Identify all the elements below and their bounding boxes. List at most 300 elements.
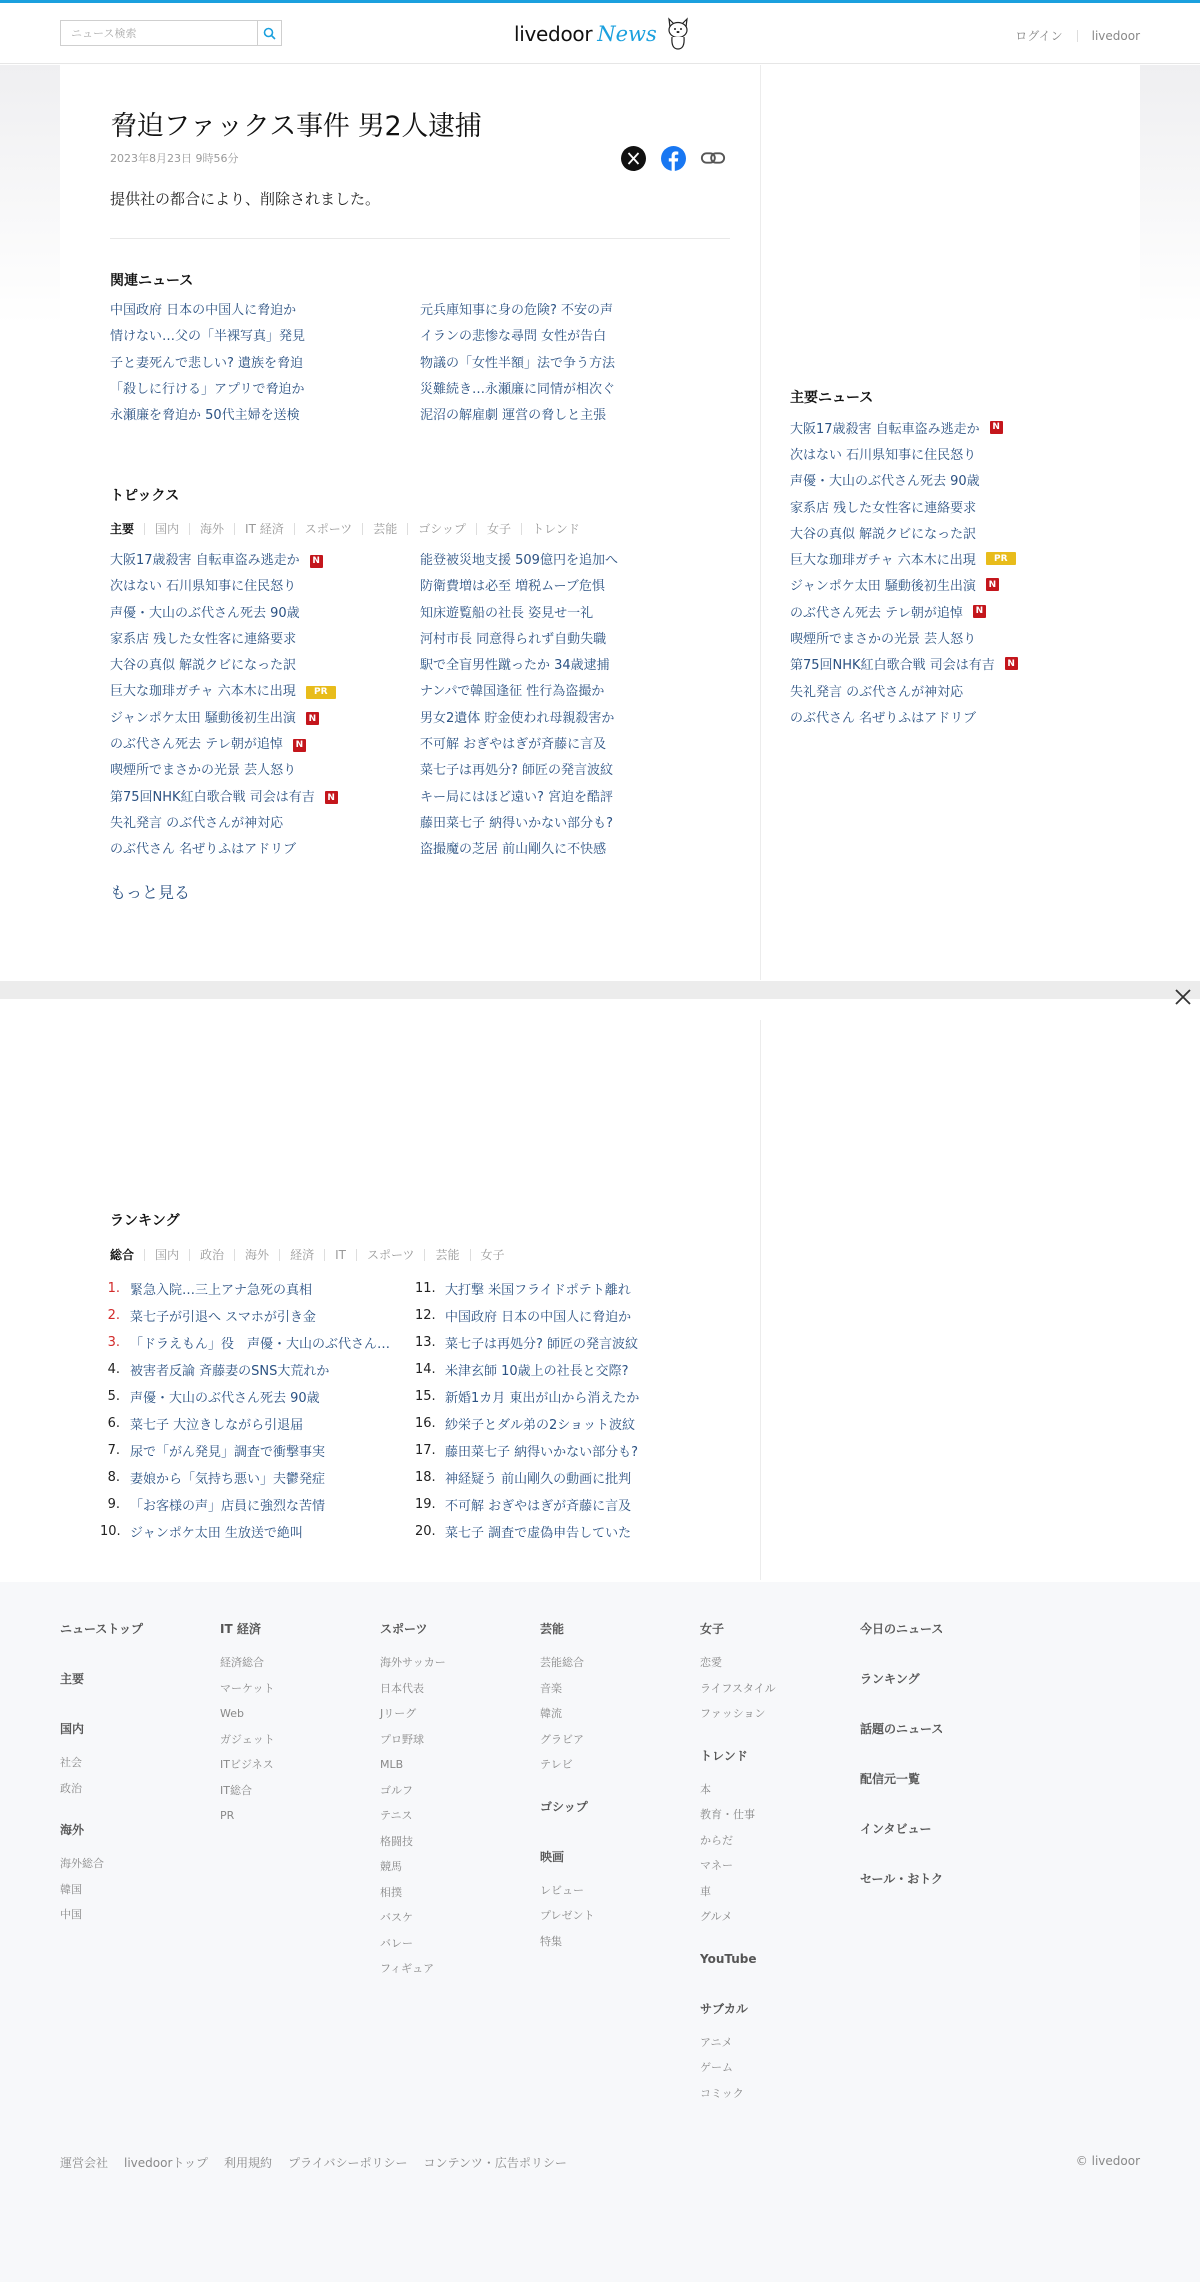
footer-col-1	[60, 1620, 143, 1932]
article-date: 2023年8月23日 9時56分	[110, 152, 239, 165]
ranking-item[interactable]	[100, 1491, 400, 1518]
news-link-text: 失礼発言 のぶ代さんが神対応	[110, 815, 284, 831]
share-x-button[interactable]	[620, 145, 646, 171]
rank-number: 11.	[415, 1281, 436, 1296]
ranking-item[interactable]	[415, 1356, 715, 1383]
ranking-item[interactable]	[100, 1383, 400, 1410]
ranking-item[interactable]	[100, 1302, 400, 1329]
news-link-text: 大阪17歳殺害 自転車盗み逃走か	[110, 553, 300, 568]
related-news-link[interactable]: 情けない…父の「半裸写真」発見	[110, 329, 306, 345]
footer-gap	[700, 1934, 776, 1950]
ranking-tab[interactable]: 海外	[245, 1248, 270, 1262]
rank-number: 7.	[107, 1443, 120, 1458]
footer-sub-link[interactable]: ライフスタイル	[700, 1681, 776, 1695]
topic-link[interactable]: 不可解 おぎやはぎが斉藤に言及	[420, 737, 607, 753]
tab-divider	[424, 1249, 425, 1261]
related-news-link[interactable]: 「殺しに行ける」アプリで脅迫か	[110, 381, 305, 397]
new-badge: N	[325, 791, 338, 804]
logo-news-text: News	[597, 22, 657, 46]
footer-gap	[860, 1754, 943, 1770]
rank-number: 15.	[415, 1389, 436, 1404]
ranking-item[interactable]	[415, 1302, 715, 1329]
ranking-tab[interactable]: 経済	[290, 1248, 315, 1262]
ranking-item[interactable]	[415, 1464, 715, 1491]
livedoor-link[interactable]: livedoor	[1091, 28, 1140, 43]
rank-title: 菜七子 調査で虚偽申告していた	[445, 1526, 632, 1541]
news-link-text: 第75回NHK紅白歌合戦 司会は有吉	[110, 789, 315, 805]
footer-bottom-links	[60, 2154, 567, 2171]
footer-sub-link[interactable]: ゴルフ	[380, 1783, 413, 1797]
news-link-text: 失礼発言 のぶ代さんが神対応	[790, 684, 964, 700]
topic-link[interactable]: キー局にはほど遠い? 宮迫を酷評	[420, 789, 614, 805]
ranking-item[interactable]	[415, 1329, 715, 1356]
footer-category-link[interactable]: サブカル	[700, 2001, 748, 2016]
footer-gap	[540, 1782, 595, 1798]
rank-title: 神経疑う 前山剛久の動画に批判	[445, 1472, 632, 1487]
topic-link[interactable]	[110, 837, 420, 863]
news-link-text: のぶ代さん 名ぜりふはアドリブ	[790, 710, 977, 726]
new-badge: N	[310, 555, 323, 568]
column-divider	[760, 65, 761, 980]
rank-number: 8.	[107, 1470, 120, 1485]
ranking-item[interactable]	[100, 1410, 400, 1437]
tab-divider	[521, 523, 522, 535]
rank-title: 尿で「がん発見」調査で衝撃事実	[130, 1445, 326, 1460]
new-badge: N	[306, 712, 319, 725]
footer-sub-link[interactable]: からだ	[700, 1833, 733, 1847]
rank-title: 大打撃 米国フライドポテト離れ	[445, 1283, 631, 1298]
header-divider	[1077, 30, 1078, 42]
rank-title: 被害者反論 斉藤妻のSNS大荒れか	[130, 1364, 330, 1379]
news-link-text: のぶ代さん 名ぜりふはアドリブ	[110, 842, 297, 858]
footer-sub-link[interactable]: 中国	[60, 1908, 82, 1921]
footer-sub-link[interactable]: プロ野球	[380, 1732, 424, 1746]
related-news-link[interactable]: 災難続き…永瀬廉に同情が相次ぐ	[420, 381, 616, 397]
footer-gap	[860, 1654, 943, 1670]
tab-divider	[189, 523, 190, 535]
footer-category-link[interactable]: 配信元一覧	[860, 1772, 921, 1786]
ranking-list-left	[100, 1275, 400, 1545]
close-ad-icon[interactable]	[1172, 986, 1194, 1008]
rank-title: 声優・大山のぶ代さん死去 90歳	[130, 1391, 320, 1406]
rank-number: 16.	[415, 1416, 436, 1431]
related-news-link[interactable]: 子と妻死んで悲しい? 遺族を脅迫	[110, 355, 304, 371]
footer-category-link[interactable]: スポーツ	[380, 1622, 428, 1636]
topic-link[interactable]: 知床遊覧船の社長 姿見せ一礼	[420, 605, 594, 621]
footer-category-link[interactable]: トレンド	[700, 1748, 748, 1763]
new-badge: N	[973, 605, 986, 618]
column-divider-lower	[760, 1020, 761, 1580]
topic-link[interactable]	[110, 732, 420, 758]
footer-category-link[interactable]: 映画	[540, 1849, 565, 1864]
topic-link[interactable]	[110, 627, 420, 653]
news-link-text: 大阪17歳殺害 自転車盗み逃走か	[790, 421, 980, 437]
rank-title: 紗栄子とダル弟の2ショット波紋	[445, 1418, 636, 1433]
footer-sub-link[interactable]: 教育・仕事	[700, 1808, 755, 1821]
related-news-link[interactable]: イランの悲惨な尋問 女性が告白	[420, 329, 607, 345]
footer-sub-link[interactable]: 車	[700, 1884, 711, 1898]
topic-link[interactable]: 能登被災地支援 509億円を追加へ	[420, 553, 618, 568]
news-link-text: 喫煙所でまさかの光景 芸人怒り	[110, 763, 297, 779]
footer-sub-link[interactable]: ファッション	[700, 1707, 766, 1720]
footer-gap	[860, 1804, 943, 1820]
topic-link[interactable]: 駅で全盲男性蹴ったか 34歳逮捕	[420, 658, 610, 674]
footer-sub-link[interactable]: 芸能総合	[540, 1656, 584, 1669]
footer-sub-link[interactable]: 経済総合	[220, 1656, 264, 1669]
sidebar-news-link[interactable]	[790, 572, 1110, 598]
footer-sub-link[interactable]: コミック	[700, 2086, 744, 2100]
topics-tab[interactable]: トレンド	[532, 522, 580, 536]
ranking-item[interactable]	[100, 1329, 400, 1356]
site-footer	[0, 1582, 1200, 2282]
footer-bottom-link[interactable]: 利用規約	[224, 2156, 273, 2170]
ranking-item[interactable]	[100, 1275, 400, 1302]
topics-tab[interactable]: 国内	[155, 522, 180, 536]
news-link-text: 家系店 残した女性客に連絡要求	[110, 631, 297, 647]
topics-tab[interactable]: スポーツ	[304, 522, 353, 536]
tab-divider	[294, 523, 295, 535]
news-link-text: 次はない 石川県知事に住民怒り	[110, 579, 297, 595]
footer-link-overseas[interactable]: 海外	[60, 1823, 85, 1837]
share-buttons	[620, 145, 726, 171]
tab-divider	[407, 523, 408, 535]
footer-sub-link[interactable]: ゲーム	[700, 2061, 733, 2074]
footer-col-5	[700, 1620, 776, 2110]
topic-link[interactable]	[110, 706, 420, 732]
footer-sub-link[interactable]: 音楽	[540, 1681, 562, 1695]
footer-sub-link[interactable]: テレビ	[540, 1758, 573, 1771]
topics-tab[interactable]: ゴシップ	[418, 522, 467, 536]
footer-sub-link[interactable]: テニス	[380, 1809, 413, 1822]
x-logo-icon	[621, 146, 646, 171]
tab-divider	[476, 523, 477, 535]
sidebar-news-link[interactable]	[790, 651, 1110, 677]
footer-bottom-link[interactable]: 運営会社	[60, 2156, 109, 2170]
tab-divider	[324, 1249, 325, 1261]
rank-number: 19.	[415, 1497, 436, 1512]
footer-sub-link[interactable]: Jリーグ	[380, 1707, 417, 1720]
facebook-logo-icon	[661, 146, 686, 171]
news-link-text: 次はない 石川県知事に住民怒り	[790, 447, 977, 463]
rank-title: 菜七子が引退へ スマホが引き金	[130, 1310, 316, 1325]
ranking-tab[interactable]: 女子	[480, 1248, 505, 1262]
ranking-tab[interactable]: 国内	[155, 1248, 180, 1262]
ranking-tab[interactable]: スポーツ	[366, 1248, 415, 1262]
rank-title: 不可解 おぎやはぎが斉藤に言及	[445, 1499, 632, 1514]
footer-sub-link[interactable]: ガジェット	[220, 1732, 275, 1746]
footer-category-link[interactable]: セール・おトク	[860, 1872, 944, 1886]
news-link-text: 巨大な珈琲ガチャ 六本木に出現	[110, 684, 296, 700]
share-facebook-button[interactable]	[660, 145, 686, 171]
login-link[interactable]: ログイン	[1015, 29, 1063, 43]
footer-sub-link[interactable]: PR	[220, 1809, 235, 1822]
footer-sub-link[interactable]: MLB	[380, 1758, 404, 1771]
sidebar-news-link[interactable]	[790, 677, 1110, 703]
site-logo[interactable]	[514, 16, 691, 52]
rank-number: 4.	[107, 1362, 120, 1377]
ranking-tab[interactable]: 政治	[200, 1248, 225, 1262]
footer-category-link[interactable]: 女子	[700, 1622, 725, 1636]
topic-link[interactable]: 男女2遺体 貯金使われ母親殺害か	[420, 710, 615, 726]
rank-title: ジャンポケ太田 生放送で絶叫	[130, 1526, 303, 1541]
footer-gap	[860, 1704, 943, 1720]
footer-sub-link[interactable]: 日本代表	[380, 1681, 424, 1695]
ranking-item[interactable]	[415, 1410, 715, 1437]
site-header	[0, 3, 1200, 64]
footer-category-link[interactable]: 今日のニュース	[860, 1622, 944, 1636]
topic-link[interactable]: 防衛費増は必至 増税ムーブ危惧	[420, 579, 605, 595]
footer-bottom-link[interactable]: コンテンツ・広告ポリシー	[423, 2156, 567, 2170]
tab-divider	[362, 523, 363, 535]
related-news-list	[110, 298, 730, 429]
ranking-item[interactable]	[100, 1464, 400, 1491]
ranking-tab[interactable]: 総合	[110, 1248, 135, 1262]
mascot-dog-icon	[665, 17, 691, 51]
article-divider	[110, 238, 730, 239]
ranking-item[interactable]	[415, 1518, 715, 1545]
search-box	[60, 20, 282, 46]
sidebar-news-link[interactable]	[790, 440, 1110, 466]
footer-sub-link[interactable]: IT総合	[220, 1783, 252, 1797]
rank-title: 新婚1カ月 東出が山から消えたか	[445, 1391, 640, 1406]
rank-title: 「お客様の声」店員に強烈な苦情	[130, 1499, 326, 1514]
rank-title: 中国政府 日本の中国人に脅迫か	[445, 1310, 632, 1325]
footer-sub-link[interactable]: 相撲	[380, 1885, 402, 1899]
footer-sub-link[interactable]: Web	[220, 1707, 244, 1720]
topics-tab[interactable]: 芸能	[373, 522, 398, 536]
ranking-item[interactable]	[100, 1437, 400, 1464]
news-link-text: 巨大な珈琲ガチャ 六本木に出現	[790, 553, 976, 569]
sidebar-news-link[interactable]	[790, 624, 1110, 650]
footer-sub-link[interactable]: レビュー	[540, 1883, 584, 1897]
topics-tab[interactable]: 女子	[487, 522, 512, 536]
footer-sub-link[interactable]: 特集	[540, 1934, 562, 1948]
more-topics-link[interactable]: もっと見る	[110, 883, 191, 902]
rank-title: 緊急入院…三上アナ急死の真相	[130, 1283, 313, 1298]
right-background	[1140, 65, 1200, 980]
new-badge: N	[293, 739, 306, 752]
news-link-text: 第75回NHK紅白歌合戦 司会は有吉	[790, 658, 995, 674]
related-news-heading: 関連ニュース	[110, 273, 194, 289]
sidebar-news-link[interactable]	[790, 467, 1110, 493]
footer-sub-link[interactable]: バレー	[380, 1936, 413, 1950]
header-account-links	[1015, 27, 1140, 44]
article-body: 提供社の都合により、削除されました。	[110, 190, 381, 208]
rank-number: 3.	[107, 1335, 120, 1350]
related-news-link[interactable]: 元兵庫知事に身の危険? 不安の声	[420, 303, 614, 318]
footer-sub-link[interactable]: マーケット	[220, 1681, 275, 1695]
ranking-item[interactable]	[100, 1518, 400, 1545]
footer-sub-link[interactable]: 海外総合	[60, 1857, 104, 1870]
ranking-item[interactable]	[100, 1356, 400, 1383]
rank-number: 12.	[415, 1308, 436, 1323]
link-icon	[700, 148, 726, 168]
tab-divider	[356, 1249, 357, 1261]
footer-sub-link[interactable]: グルメ	[700, 1910, 733, 1923]
footer-sub-link[interactable]: 韓流	[540, 1707, 562, 1720]
footer-sub-link[interactable]: アニメ	[700, 2035, 733, 2049]
footer-col-6	[860, 1620, 943, 1904]
topic-link[interactable]: 河村市長 同意得られず自動失職	[420, 631, 607, 647]
rank-title: 米津玄師 10歳上の社長と交際?	[445, 1364, 629, 1379]
topic-link[interactable]	[110, 758, 420, 784]
new-badge: N	[986, 578, 999, 591]
footer-category-link[interactable]: ゴシップ	[540, 1799, 588, 1814]
news-link-text: 喫煙所でまさかの光景 芸人怒り	[790, 632, 977, 648]
rank-title: 藤田菜七子 納得いかない部分も?	[445, 1445, 639, 1460]
ad-band	[0, 981, 1200, 999]
rank-number: 9.	[107, 1497, 120, 1512]
tab-divider	[279, 1249, 280, 1261]
footer-bottom-link[interactable]: livedoorトップ	[124, 2156, 209, 2170]
topic-link[interactable]: 藤田菜七子 納得いかない部分も?	[420, 815, 614, 831]
topic-link[interactable]	[110, 653, 420, 679]
search-icon	[263, 27, 276, 40]
footer-sub-link[interactable]: 格闘技	[380, 1834, 413, 1848]
copy-link-button[interactable]	[700, 145, 726, 171]
footer-sub-link[interactable]: 韓国	[60, 1882, 82, 1896]
footer-sub-link[interactable]: 政治	[60, 1781, 82, 1795]
footer-link-news-top[interactable]: ニューストップ	[60, 1622, 144, 1636]
topic-link[interactable]: 盗撮魔の芝居 前山剛久に不快感	[420, 842, 607, 858]
related-news-link[interactable]: 物議の「女性半額」法で争う方法	[420, 355, 616, 371]
tab-divider	[470, 1249, 471, 1261]
rank-number: 18.	[415, 1470, 436, 1485]
topics-heading: トピックス	[110, 488, 180, 504]
related-news-link[interactable]: 永瀬廉を脅迫か 50代主婦を送検	[110, 408, 300, 424]
sidebar-news-list	[790, 414, 1110, 730]
sidebar-news-link[interactable]	[790, 703, 1110, 729]
footer-col-2	[220, 1620, 275, 1833]
pr-badge: PR	[986, 552, 1016, 565]
footer-sub-link[interactable]: マネー	[700, 1859, 733, 1872]
new-badge: N	[1005, 657, 1018, 670]
footer-gap	[540, 1832, 595, 1848]
footer-gap	[860, 1854, 943, 1870]
rank-title: 「ドラえもん」役 声優・大山のぶ代さん…	[130, 1337, 391, 1352]
footer-sub-link[interactable]: 恋愛	[700, 1656, 722, 1669]
topic-link[interactable]	[110, 785, 420, 811]
rank-title: 妻娘から「気持ち悪い」夫鬱発症	[130, 1472, 326, 1487]
rank-title: 菜七子は再処分? 師匠の発言波紋	[445, 1337, 639, 1352]
rank-number: 1.	[107, 1281, 120, 1296]
rank-number: 20.	[415, 1524, 436, 1539]
topic-link[interactable]	[110, 811, 420, 837]
ranking-item[interactable]	[415, 1491, 715, 1518]
rank-number: 17.	[415, 1443, 436, 1458]
rank-number: 10.	[100, 1524, 121, 1539]
article-title: 脅迫ファックス事件 男2人逮捕	[110, 111, 482, 142]
topic-link[interactable]	[110, 679, 420, 705]
footer-sub-link[interactable]: バスケ	[380, 1911, 413, 1924]
tab-divider	[234, 523, 235, 535]
sidebar-news-link[interactable]	[790, 519, 1110, 545]
sidebar-news-link[interactable]	[790, 598, 1110, 624]
footer-sub-link[interactable]: 海外サッカー	[380, 1656, 446, 1669]
news-link-text: のぶ代さん死去 テレ朝が追悼	[110, 737, 283, 753]
ranking-tab[interactable]: IT	[335, 1247, 346, 1262]
footer-sub-link[interactable]: 本	[700, 1782, 711, 1796]
topic-link[interactable]: 菜七子は再処分? 師匠の発言波紋	[420, 763, 614, 779]
news-link-text: ジャンポケ太田 騒動後初生出演	[790, 579, 976, 595]
topics-tabs	[110, 520, 580, 537]
copyright: © livedoor	[1075, 2154, 1140, 2168]
tab-divider	[144, 523, 145, 535]
tab-divider	[189, 1249, 190, 1261]
rank-number: 5.	[107, 1389, 120, 1404]
topic-link[interactable]	[110, 574, 420, 600]
tab-divider	[144, 1249, 145, 1261]
footer-bottom-link[interactable]: プライバシーポリシー	[288, 2156, 408, 2170]
news-link-text: 大谷の真似 解説クビになった訳	[790, 526, 977, 542]
footer-sub-link[interactable]: フィギュア	[380, 1962, 435, 1975]
footer-category-link[interactable]: IT 経済	[220, 1622, 261, 1636]
topics-tab[interactable]: 海外	[200, 522, 225, 536]
news-link-text: 大谷の真似 解説クビになった訳	[110, 658, 297, 674]
topic-link[interactable]	[110, 548, 420, 574]
footer-category-link[interactable]: ランキング	[860, 1672, 920, 1686]
sidebar-news-link[interactable]	[790, 414, 1110, 440]
ranking-item[interactable]	[415, 1275, 715, 1302]
footer-category-link[interactable]: YouTube	[700, 1951, 757, 1966]
footer-col-4	[540, 1620, 595, 1958]
search-input[interactable]	[61, 21, 257, 45]
topic-link[interactable]: ナンパで韓国逢征 性行為盗撮か	[420, 684, 605, 700]
footer-category-link[interactable]: インタビュー	[860, 1822, 932, 1836]
related-news-link[interactable]: 泥沼の解雇劇 運営の脅しと主張	[420, 408, 607, 424]
footer-sub-link[interactable]: 競馬	[380, 1860, 402, 1873]
news-link-text: 声優・大山のぶ代さん死去 90歳	[790, 474, 980, 490]
footer-gap	[700, 1731, 776, 1747]
topics-tab[interactable]: IT 経済	[245, 522, 284, 536]
rank-number: 6.	[107, 1416, 120, 1431]
topic-link[interactable]	[110, 601, 420, 627]
rank-number: 14.	[415, 1362, 436, 1377]
footer-category-link[interactable]: 芸能	[540, 1622, 565, 1636]
left-background	[0, 65, 60, 980]
topics-list	[110, 548, 730, 864]
footer-link-main[interactable]: 主要	[60, 1672, 85, 1686]
footer-sub-link[interactable]: 社会	[60, 1756, 82, 1769]
rank-title: 菜七子 大泣きしながら引退届	[130, 1418, 304, 1433]
footer-sub-link[interactable]: ITビジネス	[220, 1758, 274, 1771]
rank-number: 2.	[107, 1308, 120, 1323]
sidebar-news-link[interactable]	[790, 493, 1110, 519]
sidebar-news-link[interactable]	[790, 545, 1110, 571]
ranking-tab[interactable]: 芸能	[435, 1248, 460, 1262]
ranking-item[interactable]	[415, 1437, 715, 1464]
search-button[interactable]	[257, 21, 281, 45]
logo-text: livedoor	[514, 22, 593, 46]
ranking-tabs	[110, 1246, 505, 1263]
ranking-item[interactable]	[415, 1383, 715, 1410]
footer-sub-link[interactable]: プレゼント	[540, 1909, 595, 1922]
related-news-link[interactable]: 中国政府 日本の中国人に脅迫か	[110, 303, 297, 318]
footer-category-link[interactable]: 話題のニュース	[860, 1722, 944, 1736]
new-badge: N	[990, 421, 1003, 434]
footer-sub-link[interactable]: グラビア	[540, 1732, 584, 1746]
news-link-text: ジャンポケ太田 騒動後初生出演	[110, 710, 296, 726]
news-link-text: のぶ代さん死去 テレ朝が追悼	[790, 605, 963, 621]
news-link-text: 家系店 残した女性客に連絡要求	[790, 500, 977, 516]
footer-col-3	[380, 1620, 446, 1986]
pr-badge: PR	[306, 686, 336, 699]
ranking-list-right	[415, 1275, 715, 1545]
footer-gap	[700, 1984, 776, 2000]
rank-number: 13.	[415, 1335, 436, 1350]
topics-tab[interactable]: 主要	[110, 522, 135, 536]
footer-link-domestic[interactable]: 国内	[60, 1722, 85, 1736]
